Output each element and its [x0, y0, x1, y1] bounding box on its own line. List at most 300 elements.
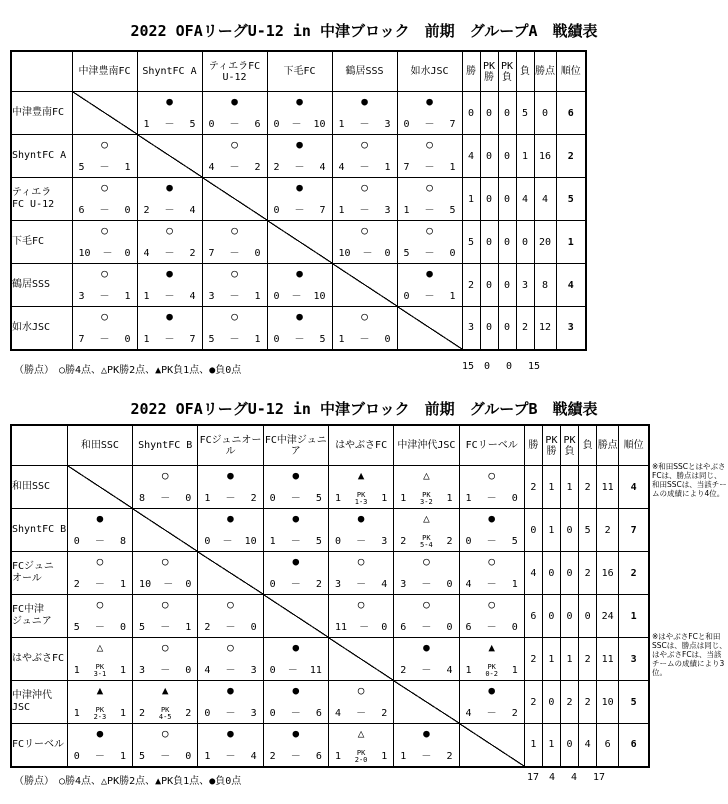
- result-mark: ○: [488, 555, 495, 568]
- score-dash: －: [290, 708, 301, 719]
- match-score: [398, 205, 462, 217]
- pk-wins-count: 1: [542, 724, 560, 767]
- corner-cell: [11, 51, 72, 92]
- match-result-cell: [263, 509, 328, 552]
- score-dash: －: [359, 333, 370, 345]
- match-result-cell: [459, 595, 524, 638]
- score-dash: －: [424, 162, 435, 173]
- column-team-header: 中津沖代JSC: [394, 425, 459, 466]
- pk-score: PK 5-4: [420, 534, 433, 549]
- match-score: [203, 248, 267, 260]
- group-b-title: 2022 OFAリーグU-12 in 中津ブロック 前期 グループB 戦績表: [130, 400, 598, 418]
- row-team-name: FC中津 ジュニア: [11, 595, 67, 638]
- pk-losses-count: 0: [498, 135, 516, 178]
- goals-against: 4: [446, 665, 453, 676]
- self-match-cell: [459, 724, 524, 767]
- result-mark: ○: [101, 138, 108, 151]
- pk-losses-count: 1: [560, 466, 578, 509]
- score-dash: －: [424, 119, 435, 130]
- goals-against: 1: [511, 579, 518, 590]
- points-count: 11: [597, 466, 619, 509]
- result-mark: ○: [426, 138, 433, 151]
- match-score: [333, 119, 397, 131]
- result-mark: ●: [231, 95, 238, 108]
- goals-for: 4: [465, 708, 472, 719]
- match-score: [73, 205, 137, 217]
- goals-against: 7: [319, 205, 326, 216]
- result-mark: ○: [166, 224, 173, 237]
- match-score: [138, 291, 202, 303]
- match-result-cell: [202, 135, 267, 178]
- match-result-cell: [198, 466, 263, 509]
- goals-for: 1: [204, 493, 211, 504]
- result-mark: ○: [426, 181, 433, 194]
- goals-against: 2: [254, 162, 261, 173]
- goals-for: 3: [139, 665, 146, 676]
- result-mark: ●: [296, 267, 303, 280]
- row-team-name: ShyntFC A: [11, 135, 72, 178]
- goals-for: 0: [273, 119, 280, 130]
- goals-against: 10: [244, 536, 257, 547]
- column-team-header: ティエラFC U-12: [202, 51, 267, 92]
- goals-against: 0: [185, 665, 192, 676]
- pk-losses-count: 2: [560, 681, 578, 724]
- goals-against: 2: [185, 708, 192, 719]
- result-mark: ●: [296, 95, 303, 108]
- goals-for: 4: [208, 162, 215, 173]
- match-score: [198, 751, 262, 763]
- pk-losses-count: 0: [560, 509, 578, 552]
- goals-against: 1: [449, 291, 456, 302]
- goals-for: 1: [73, 708, 80, 719]
- table-row: [11, 595, 649, 638]
- result-mark: ▲: [357, 469, 365, 482]
- match-result-cell: [133, 724, 198, 767]
- table-row: [11, 178, 586, 221]
- rank-value: 4: [556, 264, 586, 307]
- match-score: [73, 334, 137, 346]
- losses-count: 3: [516, 264, 534, 307]
- match-score: [460, 622, 524, 634]
- table-row: [11, 264, 586, 307]
- result-mark: ●: [296, 138, 303, 151]
- column-team-header: FCジュニオール: [198, 425, 263, 466]
- losses-count: 4: [516, 178, 534, 221]
- goals-against: 0: [446, 579, 453, 590]
- self-match-cell: [133, 509, 198, 552]
- result-mark: ●: [423, 727, 430, 740]
- score-dash: －: [424, 205, 435, 216]
- points-count: 16: [534, 135, 556, 178]
- goals-against: 10: [313, 119, 326, 130]
- goals-for: 0: [273, 291, 280, 302]
- wins-count: 4: [462, 135, 480, 178]
- goals-against: 1: [124, 291, 131, 302]
- goals-against: 1: [124, 162, 131, 173]
- goals-against: 0: [185, 750, 192, 762]
- table-row: [11, 509, 649, 552]
- self-match-cell: [397, 307, 462, 350]
- losses-count: 2: [579, 638, 597, 681]
- pk-wins-count: 0: [480, 307, 498, 350]
- match-result-cell: [198, 595, 263, 638]
- match-result-cell: [397, 221, 462, 264]
- match-score: [460, 536, 524, 548]
- match-score: [398, 248, 462, 260]
- wins-count: 4: [524, 552, 542, 595]
- goals-for: 0: [273, 205, 280, 216]
- match-score: [138, 205, 202, 217]
- points-count: 8: [534, 264, 556, 307]
- score-dash: －: [294, 162, 305, 173]
- pk-losses-count: 0: [560, 552, 578, 595]
- self-match-cell: [328, 638, 393, 681]
- match-result-cell: [397, 178, 462, 221]
- goals-for: 0: [273, 333, 280, 345]
- goals-for: 3: [208, 291, 215, 302]
- score-dash: －: [359, 205, 370, 216]
- goals-for: 11: [334, 622, 347, 633]
- score-dash: －: [99, 162, 110, 173]
- total-value: 0: [484, 361, 491, 372]
- goals-for: 7: [208, 248, 215, 259]
- goals-against: 3: [250, 708, 257, 719]
- goals-against: 5: [511, 536, 518, 547]
- goals-against: 1: [384, 162, 391, 173]
- match-result-cell: [328, 724, 393, 767]
- points-count: 0: [534, 92, 556, 135]
- losses-count: 1: [516, 135, 534, 178]
- match-score: [268, 119, 332, 131]
- score-dash: －: [291, 291, 302, 302]
- match-score: [398, 291, 462, 303]
- match-result-cell: [394, 552, 459, 595]
- group-b-standings-table: [10, 424, 650, 768]
- column-team-header: 和田SSC: [67, 425, 132, 466]
- result-mark: ○: [423, 598, 430, 611]
- goals-for: 1: [143, 333, 150, 345]
- goals-for: 4: [143, 248, 150, 259]
- wins-count: 2: [524, 681, 542, 724]
- result-mark: ○: [101, 181, 108, 194]
- goals-against: 7: [189, 333, 196, 345]
- match-score: [333, 162, 397, 174]
- match-result-cell: [397, 135, 462, 178]
- score-dash: －: [164, 333, 175, 345]
- goals-for: 1: [334, 493, 341, 504]
- result-mark: ●: [96, 727, 104, 740]
- goals-for: 3: [334, 579, 341, 590]
- goals-for: 2: [269, 750, 276, 762]
- pk-score: PK 2-0: [354, 748, 368, 764]
- match-score: [264, 665, 328, 677]
- group-a-standings-table: [10, 50, 587, 351]
- goals-for: 5: [73, 622, 80, 633]
- match-score: [68, 622, 132, 634]
- match-result-cell: [332, 307, 397, 350]
- goals-against: 6: [315, 708, 322, 719]
- match-result-cell: [394, 509, 459, 552]
- score-dash: －: [94, 750, 105, 762]
- pk-wins-count: 1: [542, 638, 560, 681]
- self-match-cell: [137, 135, 202, 178]
- stat-header: 勝点: [534, 51, 556, 92]
- match-result-cell: [133, 595, 198, 638]
- match-score: [203, 334, 267, 346]
- goals-against: 2: [511, 708, 518, 719]
- match-score: [398, 162, 462, 174]
- match-result-cell: [133, 552, 198, 595]
- match-result-cell: [67, 681, 132, 724]
- total-value: 17: [527, 772, 540, 783]
- stat-header: PK 負: [498, 51, 516, 92]
- goals-for: 1: [465, 665, 472, 676]
- pk-wins-count: 0: [480, 178, 498, 221]
- result-mark: ○: [101, 224, 108, 237]
- score-dash: －: [291, 119, 302, 130]
- goals-for: 1: [73, 665, 80, 676]
- goals-for: 1: [269, 536, 276, 547]
- corner-cell: [11, 425, 67, 466]
- score-dash: －: [225, 493, 236, 504]
- match-result-cell: [72, 221, 137, 264]
- result-mark: △: [357, 727, 365, 740]
- match-score: [268, 205, 332, 217]
- match-result-cell: [263, 681, 328, 724]
- goals-against: 4: [250, 750, 257, 762]
- rank-value: 6: [619, 724, 649, 767]
- result-mark: ○: [231, 267, 238, 280]
- result-mark: ●: [488, 512, 495, 525]
- score-dash: －: [94, 536, 105, 547]
- result-mark: ○: [161, 727, 169, 740]
- goals-for: 2: [400, 536, 407, 547]
- self-match-cell: [72, 92, 137, 135]
- match-score: [138, 119, 202, 131]
- total-value: 4: [571, 772, 578, 783]
- score-dash: －: [225, 750, 236, 762]
- goals-against: 3: [384, 119, 391, 130]
- goals-for: 10: [139, 579, 152, 590]
- result-mark: ●: [361, 95, 368, 108]
- match-score: [68, 708, 132, 720]
- goals-against: 0: [254, 248, 261, 259]
- score-dash: －: [424, 291, 435, 302]
- goals-for: 4: [338, 162, 345, 173]
- goals-for: 1: [400, 493, 407, 504]
- match-result-cell: [394, 595, 459, 638]
- match-result-cell: [267, 178, 332, 221]
- score-dash: －: [222, 536, 233, 547]
- result-mark: △: [96, 641, 104, 654]
- row-team-name: FCジュニ オール: [11, 552, 67, 595]
- score-dash: －: [294, 205, 305, 216]
- rank-value: 2: [619, 552, 649, 595]
- goals-against: 10: [313, 291, 326, 302]
- goals-for: 6: [78, 205, 85, 216]
- goals-against: 0: [185, 493, 192, 504]
- score-dash: －: [94, 579, 105, 590]
- match-result-cell: [397, 92, 462, 135]
- result-mark: ●: [426, 267, 433, 280]
- match-score: [133, 708, 197, 720]
- score-dash: －: [160, 622, 171, 633]
- match-result-cell: [67, 552, 132, 595]
- stat-header: 負: [579, 425, 597, 466]
- column-team-header: 如水JSC: [397, 51, 462, 92]
- score-dash: －: [290, 750, 301, 762]
- losses-count: 4: [579, 724, 597, 767]
- goals-for: 8: [139, 493, 146, 504]
- result-mark: ○: [161, 598, 169, 611]
- match-score: [264, 708, 328, 720]
- column-team-header: 鶴居SSS: [332, 51, 397, 92]
- row-team-name: 如水JSC: [11, 307, 72, 350]
- match-result-cell: [267, 92, 332, 135]
- match-result-cell: [202, 307, 267, 350]
- match-result-cell: [332, 92, 397, 135]
- goals-against: 0: [511, 622, 518, 633]
- pk-wins-count: 0: [542, 552, 560, 595]
- rank-value: 1: [556, 221, 586, 264]
- match-score: [203, 119, 267, 131]
- match-score: [333, 205, 397, 217]
- match-score: [198, 536, 262, 548]
- row-team-name: FCリーベル: [11, 724, 67, 767]
- pk-wins-count: 0: [480, 92, 498, 135]
- goals-for: 0: [465, 536, 472, 547]
- wins-count: 0: [524, 509, 542, 552]
- points-count: 4: [534, 178, 556, 221]
- goals-against: 7: [449, 119, 456, 130]
- goals-against: 6: [315, 750, 322, 762]
- goals-against: 1: [120, 579, 127, 590]
- goals-for: 2: [143, 205, 150, 216]
- rank-value: 5: [556, 178, 586, 221]
- goals-for: 4: [465, 579, 472, 590]
- result-mark: ○: [361, 224, 368, 237]
- result-mark: ●: [296, 181, 303, 194]
- match-result-cell: [137, 178, 202, 221]
- table-row: [11, 466, 649, 509]
- result-mark: ○: [227, 641, 234, 654]
- match-result-cell: [328, 552, 393, 595]
- match-score: [203, 162, 267, 174]
- score-dash: －: [164, 119, 175, 130]
- header-row: [11, 51, 586, 92]
- points-count: 12: [534, 307, 556, 350]
- match-result-cell: [202, 92, 267, 135]
- goals-against: 2: [446, 750, 453, 762]
- result-mark: ●: [423, 641, 430, 654]
- table-row: [11, 552, 649, 595]
- losses-count: 2: [579, 681, 597, 724]
- goals-for: 0: [73, 536, 80, 547]
- match-score: [198, 493, 262, 505]
- score-dash: －: [356, 579, 367, 590]
- result-mark: ●: [166, 181, 173, 194]
- goals-for: 0: [204, 536, 211, 547]
- row-team-name: はやぶさFC: [11, 638, 67, 681]
- stat-header: 負: [516, 51, 534, 92]
- result-mark: ●: [166, 95, 173, 108]
- table-row: [11, 307, 586, 350]
- total-value: 17: [593, 772, 606, 783]
- result-mark: ○: [361, 138, 368, 151]
- row-team-name: ティエラ FC U-12: [11, 178, 72, 221]
- score-dash: －: [486, 536, 497, 547]
- score-dash: －: [229, 291, 240, 302]
- table-row: [11, 135, 586, 178]
- goals-against: 2: [315, 579, 322, 590]
- points-count: 24: [597, 595, 619, 638]
- rank-value: 1: [619, 595, 649, 638]
- match-score: [394, 579, 458, 591]
- goals-for: 1: [334, 750, 341, 762]
- goals-for: 1: [204, 750, 211, 762]
- match-score: [133, 579, 197, 591]
- goals-for: 1: [143, 119, 150, 130]
- self-match-cell: [332, 264, 397, 307]
- score-dash: －: [356, 708, 367, 719]
- result-mark: ▲: [96, 684, 104, 697]
- goals-for: 2: [273, 162, 280, 173]
- match-score: [329, 579, 393, 591]
- goals-against: 1: [185, 622, 192, 633]
- match-score: [68, 751, 132, 763]
- goals-for: 4: [334, 708, 341, 719]
- stat-header: 勝: [462, 51, 480, 92]
- points-count: 2: [597, 509, 619, 552]
- pk-score: PK 1-3: [354, 491, 368, 506]
- result-mark: ●: [292, 555, 300, 568]
- match-score: [394, 493, 458, 505]
- score-dash: －: [362, 248, 373, 259]
- result-mark: ●: [296, 310, 303, 323]
- match-score: [133, 751, 197, 763]
- goals-against: 5: [189, 119, 196, 130]
- result-mark: ●: [292, 512, 300, 525]
- result-mark: ○: [357, 684, 365, 697]
- goals-against: 3: [384, 205, 391, 216]
- losses-count: 2: [579, 466, 597, 509]
- score-dash: －: [290, 493, 301, 504]
- goals-for: 1: [338, 205, 345, 216]
- goals-for: 10: [338, 248, 351, 259]
- group-b-points-legend: （勝点） ○勝4点、△PK勝2点、▲PK負1点、●負0点: [14, 776, 242, 787]
- match-result-cell: [263, 638, 328, 681]
- match-result-cell: [67, 724, 132, 767]
- match-result-cell: [394, 466, 459, 509]
- stat-header: 勝: [524, 425, 542, 466]
- stat-header: 順位: [619, 425, 649, 466]
- goals-against: 0: [384, 248, 391, 259]
- result-mark: ○: [161, 555, 169, 568]
- match-result-cell: [133, 681, 198, 724]
- goals-against: 2: [189, 248, 196, 259]
- result-mark: ○: [231, 310, 238, 323]
- match-score: [133, 665, 197, 677]
- goals-against: 4: [381, 579, 388, 590]
- losses-count: 5: [516, 92, 534, 135]
- score-dash: －: [290, 536, 301, 547]
- match-score: [460, 493, 524, 505]
- result-mark: ○: [101, 267, 108, 280]
- result-mark: ○: [161, 641, 169, 654]
- score-dash: －: [294, 333, 305, 345]
- wins-count: 2: [524, 638, 542, 681]
- points-count: 20: [534, 221, 556, 264]
